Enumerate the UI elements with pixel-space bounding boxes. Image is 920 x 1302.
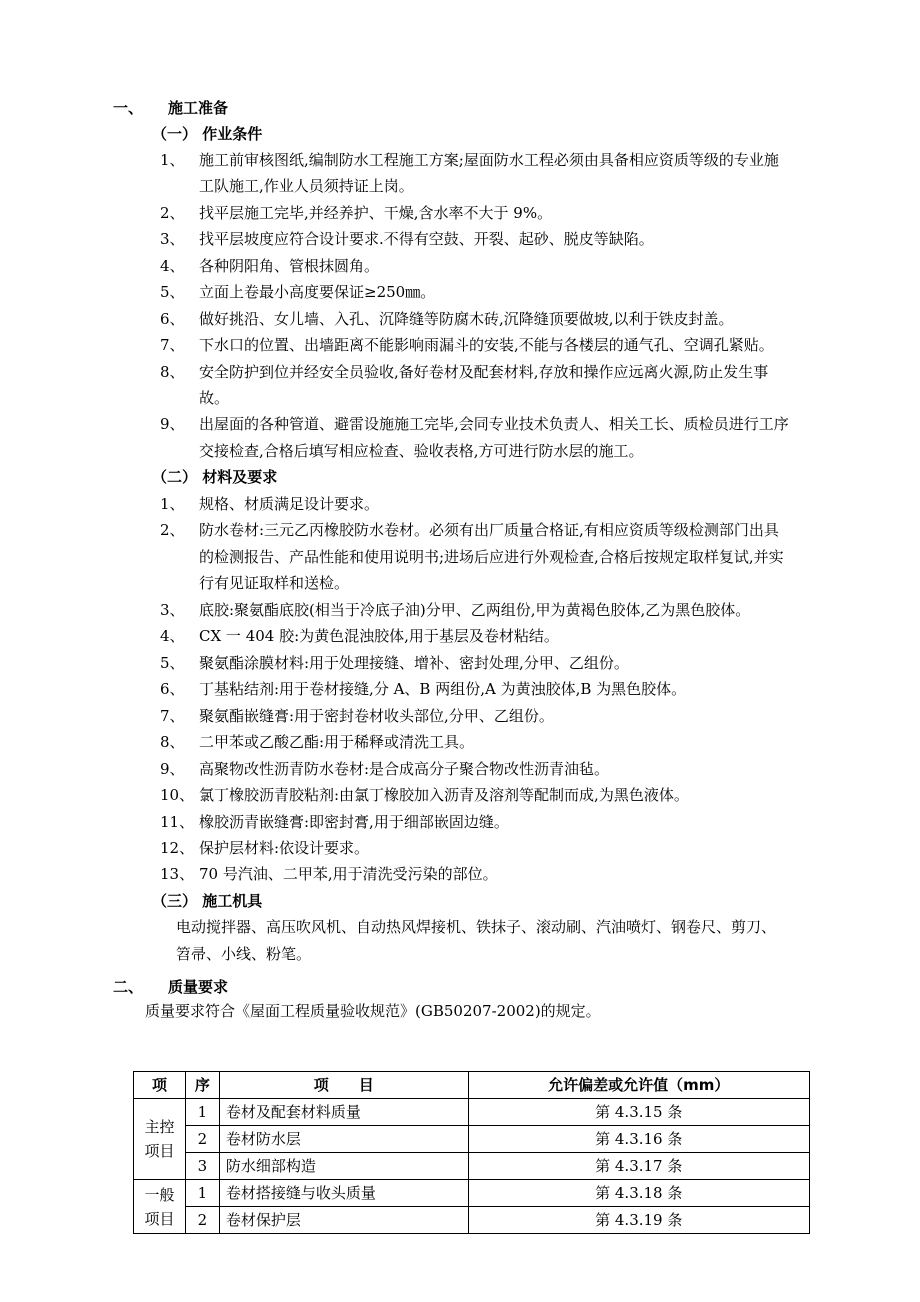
section2-title: 质量要求 bbox=[168, 978, 229, 996]
row-item: 卷材防水层 bbox=[219, 1126, 468, 1153]
sub1-item-1-line1: 施工前审核图纸,编制防水工程施工方案;屋面防水工程必须由具备相应资质等级的专业施 bbox=[199, 151, 779, 169]
row-value: 第 4.3.19 条 bbox=[468, 1207, 809, 1234]
sub2-item-3-num: 3、 bbox=[160, 601, 185, 619]
sub1-item-9-num: 9、 bbox=[160, 415, 185, 433]
sub3-line2: 笤帚、小线、粉笔。 bbox=[176, 945, 312, 963]
sub2-item-7-num: 7、 bbox=[160, 707, 185, 725]
sub2-item-2-line3: 行有见证取样和送检。 bbox=[199, 574, 350, 592]
sub2-item-2-line1: 防水卷材:三元乙丙橡胶防水卷材。必须有出厂质量合格证,有相应资质等级检测部门出具 bbox=[199, 521, 779, 539]
sub1-item-8-line2: 故。 bbox=[199, 389, 230, 407]
header-seq: 序 bbox=[185, 1072, 219, 1099]
sub1-item-7-line1: 下水口的位置、出墙距离不能影响雨漏斗的安装,不能与各楼层的通气孔、空调孔紧贴。 bbox=[199, 336, 774, 354]
section2-text: 质量要求符合《屋面工程质量验收规范》(GB50207-2002)的规定。 bbox=[145, 1002, 601, 1020]
sub2-item-10-num: 10、 bbox=[160, 786, 195, 804]
sub2-item-7-line1: 聚氨酯嵌缝膏:用于密封卷材收头部位,分甲、乙组份。 bbox=[199, 707, 554, 725]
sub2-item-13-line1: 70 号汽油、二甲苯,用于清洗受污染的部位。 bbox=[199, 865, 498, 883]
group-main-control: 主控项目 bbox=[134, 1099, 186, 1180]
sub1-item-4-line1: 各种阴阳角、管根抹圆角。 bbox=[199, 257, 380, 275]
section2-number: 二、 bbox=[113, 978, 144, 996]
sub2-item-10-line1: 氯丁橡胶沥青胶粘剂:由氯丁橡胶加入沥青及溶剂等配制而成,为黑色液体。 bbox=[199, 786, 689, 804]
sub1-item-3-num: 3、 bbox=[160, 230, 185, 248]
row-item: 防水细部构造 bbox=[219, 1153, 468, 1180]
table-row bbox=[134, 1207, 810, 1234]
sub2-item-3-line1: 底胶:聚氨酯底胶(相当于冷底子油)分甲、乙两组份,甲为黄褐色胶体,乙为黑色胶体。 bbox=[199, 601, 751, 619]
row-value: 第 4.3.18 条 bbox=[468, 1180, 809, 1207]
sub1-item-6-line1: 做好挑沿、女儿墙、入孔、沉降缝等防腐木砖,沉降缝顶要做坡,以利于铁皮封盖。 bbox=[199, 310, 734, 328]
sub1-item-3-line1: 找平层坡度应符合设计要求.不得有空鼓、开裂、起砂、脱皮等缺陷。 bbox=[199, 230, 654, 248]
header-group: 项 bbox=[134, 1072, 186, 1099]
sub2-item-5-num: 5、 bbox=[160, 654, 185, 672]
sub1-item-5-line1: 立面上卷最小高度要保证≥250㎜。 bbox=[199, 283, 436, 301]
header-item: 项 目 bbox=[219, 1072, 468, 1099]
sub3-line1: 电动搅拌器、高压吹风机、自动热风焊接机、铁抹子、滚动刷、汽油喷灯、钢卷尺、剪刀、 bbox=[176, 918, 777, 936]
table-row bbox=[134, 1099, 810, 1126]
sub1-item-9-line2: 交接检查,合格后填写相应检查、验收表格,方可进行防水层的施工。 bbox=[199, 442, 644, 460]
sub1-item-1-line2: 工队施工,作业人员须持证上岗。 bbox=[199, 177, 414, 195]
sub2-item-6-num: 6、 bbox=[160, 680, 185, 698]
sub3-title: （三） 施工机具 bbox=[152, 892, 263, 910]
sub2-item-11-num: 11、 bbox=[160, 813, 195, 831]
sub1-title: （一） 作业条件 bbox=[152, 125, 263, 143]
row-seq: 2 bbox=[185, 1207, 219, 1234]
sub2-item-1-line1: 规格、材质满足设计要求。 bbox=[199, 495, 380, 513]
section1-number: 一、 bbox=[113, 99, 144, 117]
row-seq: 3 bbox=[185, 1153, 219, 1180]
sub2-item-1-num: 1、 bbox=[160, 495, 185, 513]
sub2-item-6-line1: 丁基粘结剂:用于卷材接缝,分 A、B 两组份,A 为黄浊胶体,B 为黑色胶体。 bbox=[199, 680, 687, 698]
header-value: 允许偏差或允许值（mm） bbox=[468, 1072, 809, 1099]
sub2-item-12-num: 12、 bbox=[160, 839, 195, 857]
table-row bbox=[134, 1153, 810, 1180]
sub1-item-1-num: 1、 bbox=[160, 151, 185, 169]
sub2-item-8-line1: 二甲苯或乙酸乙酯:用于稀释或清洗工具。 bbox=[199, 733, 475, 751]
sub1-item-9-line1: 出屋面的各种管道、避雷设施施工完毕,会同专业技术负责人、相关工长、质检员进行工序 bbox=[199, 415, 789, 433]
row-seq: 1 bbox=[185, 1099, 219, 1126]
sub2-item-8-num: 8、 bbox=[160, 733, 185, 751]
sub1-item-2-line1: 找平层施工完毕,并经养护、干燥,含水率不大于 9%。 bbox=[199, 204, 553, 222]
row-seq: 2 bbox=[185, 1126, 219, 1153]
sub1-item-8-num: 8、 bbox=[160, 363, 185, 381]
row-value: 第 4.3.16 条 bbox=[468, 1126, 809, 1153]
row-item: 卷材及配套材料质量 bbox=[219, 1099, 468, 1126]
sub2-item-9-num: 9、 bbox=[160, 760, 185, 778]
sub2-item-2-line2: 的检测报告、产品性能和使用说明书;进场后应进行外观检查,合格后按规定取样复试,并实 bbox=[199, 548, 784, 566]
sub2-item-5-line1: 聚氨酯涂膜材料:用于处理接缝、增补、密封处理,分甲、乙组份。 bbox=[199, 654, 629, 672]
section1-title: 施工准备 bbox=[168, 99, 229, 117]
sub2-item-12-line1: 保护层材料:依设计要求。 bbox=[199, 839, 370, 857]
row-value: 第 4.3.17 条 bbox=[468, 1153, 809, 1180]
table-header-row bbox=[134, 1072, 810, 1099]
row-item: 卷材保护层 bbox=[219, 1207, 468, 1234]
group-general: 一般项目 bbox=[134, 1180, 186, 1234]
sub1-item-7-num: 7、 bbox=[160, 336, 185, 354]
sub1-item-8-line1: 安全防护到位并经安全员验收,备好卷材及配套材料,存放和操作应远离火源,防止发生事 bbox=[199, 363, 769, 381]
table-row bbox=[134, 1126, 810, 1153]
sub2-item-4-line1: CX 一 404 胶:为黄色混浊胶体,用于基层及卷材粘结。 bbox=[199, 627, 559, 645]
row-item: 卷材搭接缝与收头质量 bbox=[219, 1180, 468, 1207]
quality-table bbox=[133, 1071, 810, 1234]
sub2-title: （二） 材料及要求 bbox=[152, 468, 278, 486]
sub2-item-9-line1: 高聚物改性沥青防水卷材:是合成高分子聚合物改性沥青油毡。 bbox=[199, 760, 610, 778]
table-row bbox=[134, 1180, 810, 1207]
sub1-item-6-num: 6、 bbox=[160, 310, 185, 328]
row-seq: 1 bbox=[185, 1180, 219, 1207]
row-value: 第 4.3.15 条 bbox=[468, 1099, 809, 1126]
sub1-item-4-num: 4、 bbox=[160, 257, 185, 275]
sub2-item-4-num: 4、 bbox=[160, 627, 185, 645]
sub2-item-2-num: 2、 bbox=[160, 521, 185, 539]
sub1-item-5-num: 5、 bbox=[160, 283, 185, 301]
sub2-item-13-num: 13、 bbox=[160, 865, 195, 883]
sub1-item-2-num: 2、 bbox=[160, 204, 185, 222]
sub2-item-11-line1: 橡胶沥青嵌缝膏:即密封膏,用于细部嵌固边缝。 bbox=[199, 813, 509, 831]
